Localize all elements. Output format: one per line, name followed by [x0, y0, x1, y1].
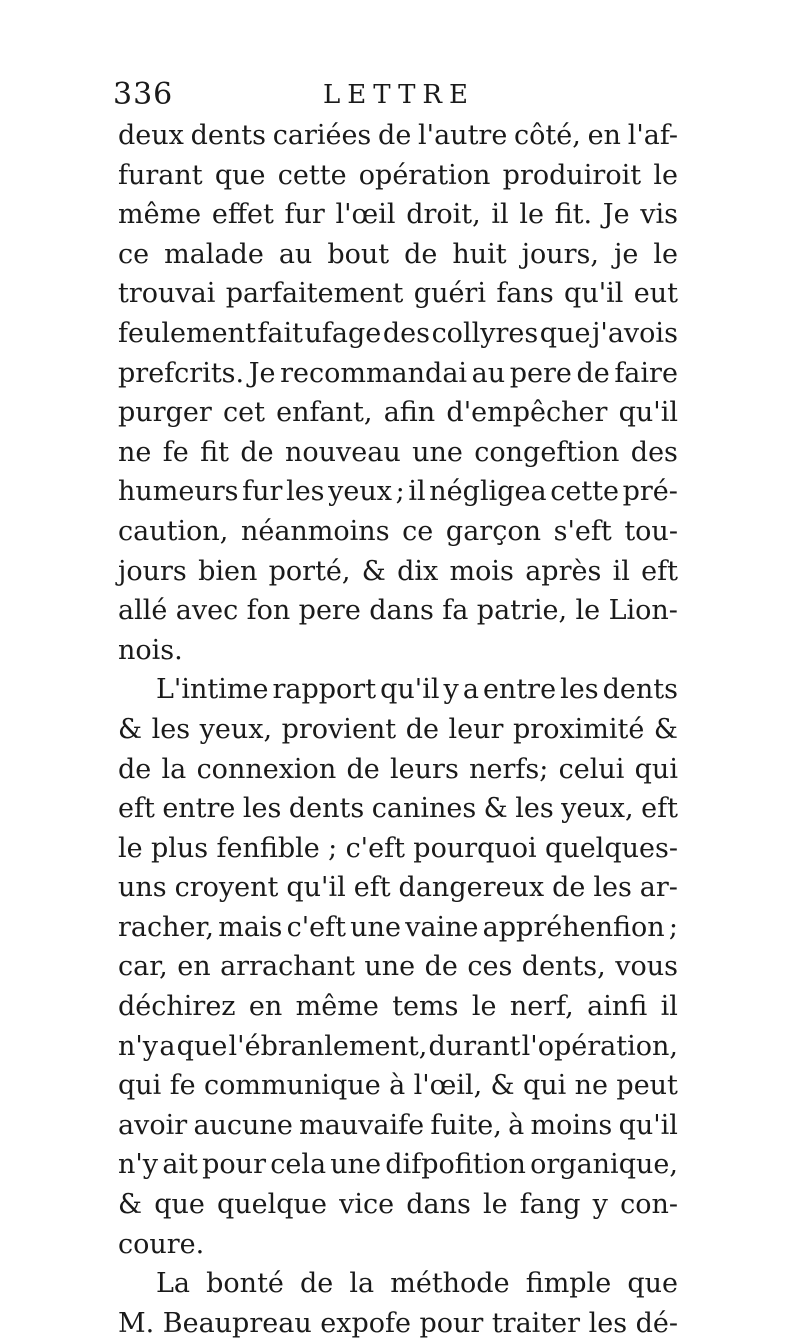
- word: ;: [328, 832, 338, 864]
- word: que: [627, 1268, 678, 1300]
- text-line: [118, 235, 678, 275]
- word: vous: [615, 951, 678, 983]
- word: cette: [277, 159, 347, 191]
- word: les: [515, 793, 554, 825]
- word: parfaitement: [225, 278, 404, 310]
- word: c'eft: [345, 832, 405, 864]
- word: entre: [482, 674, 557, 706]
- word: qu'il: [286, 872, 346, 904]
- word: coure.: [118, 1228, 205, 1260]
- word: qu'il: [564, 278, 624, 310]
- text-line: [118, 987, 678, 1027]
- word: ufage: [304, 317, 382, 349]
- word: &: [490, 1070, 515, 1102]
- word: mois: [449, 555, 514, 587]
- word: &: [653, 713, 678, 745]
- word: organique,: [530, 1149, 678, 1181]
- word: tems: [392, 991, 459, 1023]
- text-line: [118, 116, 678, 156]
- word: fe: [169, 1070, 196, 1102]
- word: racher,: [118, 911, 215, 943]
- word: de: [378, 120, 412, 151]
- word: c'eft: [286, 911, 346, 943]
- text-line: [118, 1185, 678, 1225]
- word: des: [382, 317, 430, 349]
- word: dans: [406, 1189, 471, 1221]
- word: pour: [202, 1149, 266, 1181]
- word: au: [278, 238, 313, 270]
- word: deux: [118, 120, 184, 151]
- word: il: [408, 476, 426, 508]
- text-line: [118, 1145, 678, 1185]
- word: dangereux: [398, 872, 545, 904]
- word: fur: [242, 476, 283, 508]
- word: qui: [118, 1070, 162, 1102]
- word: les: [151, 713, 191, 745]
- word: caution,: [118, 515, 229, 547]
- word: entre: [162, 793, 236, 825]
- word: fe: [162, 436, 189, 468]
- word: tou-: [624, 515, 678, 547]
- word: vaine: [405, 911, 479, 943]
- word: ainfi: [587, 991, 648, 1023]
- word: opération: [358, 159, 491, 191]
- word: communique: [204, 1070, 381, 1102]
- word: jours,: [521, 238, 599, 270]
- word: trouvai: [118, 278, 216, 310]
- word: leurs: [390, 753, 459, 785]
- word: rapport: [272, 674, 377, 706]
- word: même: [118, 199, 202, 231]
- word: il: [612, 555, 630, 587]
- text-line: [118, 354, 678, 394]
- word: le: [653, 238, 678, 270]
- word: connexion: [196, 753, 337, 785]
- word: purger: [118, 397, 212, 429]
- word: durant: [428, 1030, 521, 1062]
- word: traiter: [491, 1307, 581, 1339]
- word: appréhenfion: [482, 911, 665, 943]
- text-line: [118, 393, 678, 433]
- word: négligea: [429, 476, 547, 508]
- word: qui: [634, 753, 678, 785]
- word: d'empêcher: [446, 397, 608, 429]
- word: ne: [118, 436, 152, 468]
- running-title: LETTRE: [323, 80, 475, 110]
- text-line: [118, 947, 678, 987]
- word: déchirez: [118, 991, 236, 1023]
- text-line: [118, 670, 678, 710]
- word: expofe: [320, 1307, 411, 1339]
- word: &: [483, 793, 508, 825]
- word: au: [471, 357, 506, 389]
- word: n'y: [118, 1149, 159, 1181]
- word: dans: [369, 595, 434, 627]
- word: garçon: [445, 515, 541, 547]
- word: &: [118, 713, 143, 745]
- word: fon: [246, 595, 291, 627]
- word: ne: [574, 1070, 609, 1102]
- word: proximité: [513, 713, 645, 745]
- word: humeurs: [118, 476, 239, 508]
- word: le: [483, 1189, 508, 1221]
- word: une: [412, 436, 463, 468]
- word: avoir: [118, 1109, 188, 1141]
- word: huit: [452, 238, 507, 270]
- word: eft: [353, 872, 391, 904]
- word: collyres: [431, 317, 539, 349]
- word: de: [346, 753, 380, 785]
- word: les: [560, 674, 599, 706]
- word: en: [248, 991, 283, 1023]
- word: Je: [602, 199, 630, 231]
- word: arrachant: [220, 951, 355, 983]
- word: une: [364, 951, 416, 983]
- word: qu'il: [618, 1109, 678, 1141]
- word: il: [660, 991, 678, 1023]
- word: je: [614, 238, 639, 270]
- word: vis: [640, 199, 678, 231]
- text-line: [118, 710, 678, 750]
- word: qu'il: [618, 397, 678, 429]
- word: Beaupreau: [162, 1307, 312, 1339]
- word: quelque: [216, 1189, 327, 1221]
- word: afin: [383, 397, 436, 429]
- word: car,: [118, 951, 168, 983]
- word: yeux,: [199, 713, 273, 745]
- word: avec: [175, 595, 239, 627]
- word: recommandai: [280, 357, 468, 389]
- word: y: [592, 1189, 608, 1221]
- word: les: [286, 476, 325, 508]
- word: aucune: [193, 1109, 293, 1141]
- word: de: [240, 436, 274, 468]
- word: une: [350, 911, 401, 943]
- word: fit.: [554, 199, 593, 231]
- word: en: [177, 951, 211, 983]
- word: eft: [641, 793, 678, 825]
- word: de: [405, 713, 439, 745]
- word: nouveau: [284, 436, 401, 468]
- word: yeux,: [561, 793, 634, 825]
- text-line: [118, 472, 678, 512]
- text-line: [118, 156, 678, 196]
- word: le: [118, 832, 143, 864]
- word: dents,: [521, 951, 606, 983]
- word: eft: [118, 793, 155, 825]
- word: une: [330, 1149, 382, 1181]
- word: patrie,: [476, 595, 568, 627]
- word: difpofition: [385, 1149, 526, 1181]
- word: de: [300, 1268, 334, 1300]
- word: de: [118, 753, 152, 785]
- word: &: [118, 1189, 143, 1221]
- word: fait: [257, 317, 303, 349]
- word: l'opération,: [521, 1030, 678, 1062]
- word: allé: [118, 595, 168, 627]
- word: s'eft: [553, 515, 612, 547]
- word: en: [587, 120, 621, 151]
- word: les: [242, 793, 282, 825]
- word: qu'il: [380, 674, 440, 706]
- word: Je: [248, 357, 276, 389]
- word: dents: [190, 120, 266, 151]
- word: canines: [371, 793, 477, 825]
- word: nerfs;: [469, 753, 549, 785]
- word: qui: [522, 1070, 567, 1102]
- word: les: [593, 872, 632, 904]
- word: la: [161, 753, 187, 785]
- text-line: [118, 591, 678, 631]
- word: fur: [284, 199, 325, 231]
- word: fa: [442, 595, 469, 627]
- word: mais: [218, 911, 283, 943]
- word: à: [389, 1070, 406, 1102]
- word: ce: [402, 515, 434, 547]
- text-line: [118, 195, 678, 235]
- text-line: [118, 433, 678, 473]
- word: que: [214, 159, 266, 191]
- word: le: [653, 159, 678, 191]
- word: produiroit: [502, 159, 642, 191]
- word: n'y: [118, 1030, 159, 1062]
- word: cela: [270, 1149, 327, 1181]
- word: j'avois: [592, 317, 678, 349]
- text-line: [118, 789, 678, 829]
- word: que: [154, 1189, 205, 1221]
- body-text: [118, 116, 678, 1343]
- word: bonté: [206, 1268, 284, 1300]
- word: prefcrits.: [118, 357, 245, 389]
- word: de: [576, 357, 610, 389]
- word: quelques-: [545, 832, 678, 864]
- word: après: [525, 555, 602, 587]
- word: la: [349, 1268, 375, 1300]
- word: méthode: [390, 1268, 510, 1300]
- word: de: [552, 872, 586, 904]
- word: le: [471, 991, 497, 1023]
- word: y: [443, 674, 459, 706]
- word: il: [491, 199, 509, 231]
- word: fenfible: [216, 832, 320, 864]
- text-line: [118, 750, 678, 790]
- word: l'ébranlement,: [228, 1030, 428, 1062]
- word: eut: [633, 278, 678, 310]
- word: l'œil,: [413, 1070, 483, 1102]
- word: furant: [118, 159, 203, 191]
- word: L'intime: [156, 674, 269, 706]
- word: mauvaife: [299, 1109, 425, 1141]
- word: congeftion: [474, 436, 620, 468]
- word: guéri: [413, 278, 486, 310]
- word: feulement: [118, 317, 256, 349]
- word: nerf,: [509, 991, 574, 1023]
- word: que: [539, 317, 591, 349]
- word: porté,: [268, 555, 351, 587]
- word: pourquoi: [413, 832, 537, 864]
- word: dé-: [635, 1307, 678, 1339]
- word: effet: [211, 199, 274, 231]
- text-line: [118, 1066, 678, 1106]
- word: celui: [558, 753, 625, 785]
- text-line: [118, 314, 678, 354]
- word: a: [462, 674, 479, 706]
- word: les: [588, 1307, 628, 1339]
- word: ce: [118, 238, 150, 270]
- word: à: [508, 1109, 525, 1141]
- text-line: [118, 552, 678, 592]
- word: ar-: [639, 872, 678, 904]
- text-line: [118, 274, 678, 314]
- word: Lion-: [608, 595, 678, 627]
- word: l'œil: [335, 199, 396, 231]
- word: faire: [614, 357, 678, 389]
- text-line: [118, 512, 678, 552]
- word: bien: [198, 555, 258, 587]
- word: fans: [496, 278, 554, 310]
- word: droit,: [406, 199, 481, 231]
- word: uns: [118, 872, 167, 904]
- page-number: 336: [113, 77, 174, 112]
- word: fang: [519, 1189, 581, 1221]
- word: a: [159, 1030, 176, 1062]
- word: pere: [509, 357, 572, 389]
- text-line: [118, 1304, 678, 1343]
- word: le: [575, 595, 601, 627]
- word: fuite,: [430, 1109, 502, 1141]
- word: l'af-: [627, 120, 678, 151]
- word: cette: [550, 476, 619, 508]
- word: cet: [222, 397, 265, 429]
- word: que: [176, 1030, 228, 1062]
- text-line: [118, 829, 678, 869]
- word: croyent: [174, 872, 279, 904]
- word: dents: [602, 674, 678, 706]
- word: le: [519, 199, 544, 231]
- text-line: [118, 908, 678, 948]
- word: pré-: [622, 476, 678, 508]
- word: La: [156, 1268, 191, 1300]
- word: yeux: [328, 476, 393, 508]
- word: jours: [118, 555, 187, 587]
- word: eft: [641, 555, 678, 587]
- word: fit: [200, 436, 229, 468]
- word: malade: [164, 238, 264, 270]
- word: leur: [448, 713, 504, 745]
- word: bout: [327, 238, 390, 270]
- word: ;: [668, 911, 678, 943]
- word: ;: [395, 476, 405, 508]
- word: pour: [419, 1307, 484, 1339]
- word: moins: [530, 1109, 613, 1141]
- word: fimple: [525, 1268, 612, 1300]
- word: de: [424, 951, 458, 983]
- word: dix: [397, 555, 439, 587]
- text-line: [118, 868, 678, 908]
- word: même: [295, 991, 379, 1023]
- text-line: [118, 1264, 678, 1304]
- word: néanmoins: [240, 515, 390, 547]
- word: provient: [281, 713, 397, 745]
- word: enfant,: [276, 397, 373, 429]
- text-line: [118, 1106, 678, 1146]
- word: ait: [162, 1149, 198, 1181]
- word: peut: [616, 1070, 678, 1102]
- word: &: [361, 555, 386, 587]
- word: con-: [620, 1189, 678, 1221]
- word: pere: [298, 595, 361, 627]
- word: plus: [150, 832, 209, 864]
- word: ces: [467, 951, 513, 983]
- word: dents: [288, 793, 365, 825]
- word: l'autre: [418, 120, 508, 151]
- text-line: [118, 1225, 678, 1265]
- text-line: [118, 1027, 678, 1067]
- word: M.: [118, 1307, 155, 1339]
- word: cariées: [272, 120, 372, 151]
- text-line: [118, 631, 678, 671]
- word: de: [404, 238, 438, 270]
- running-head: [113, 70, 683, 120]
- word: côté,: [514, 120, 581, 151]
- word: vice: [339, 1189, 395, 1221]
- word: nois.: [118, 634, 183, 666]
- word: des: [630, 436, 678, 468]
